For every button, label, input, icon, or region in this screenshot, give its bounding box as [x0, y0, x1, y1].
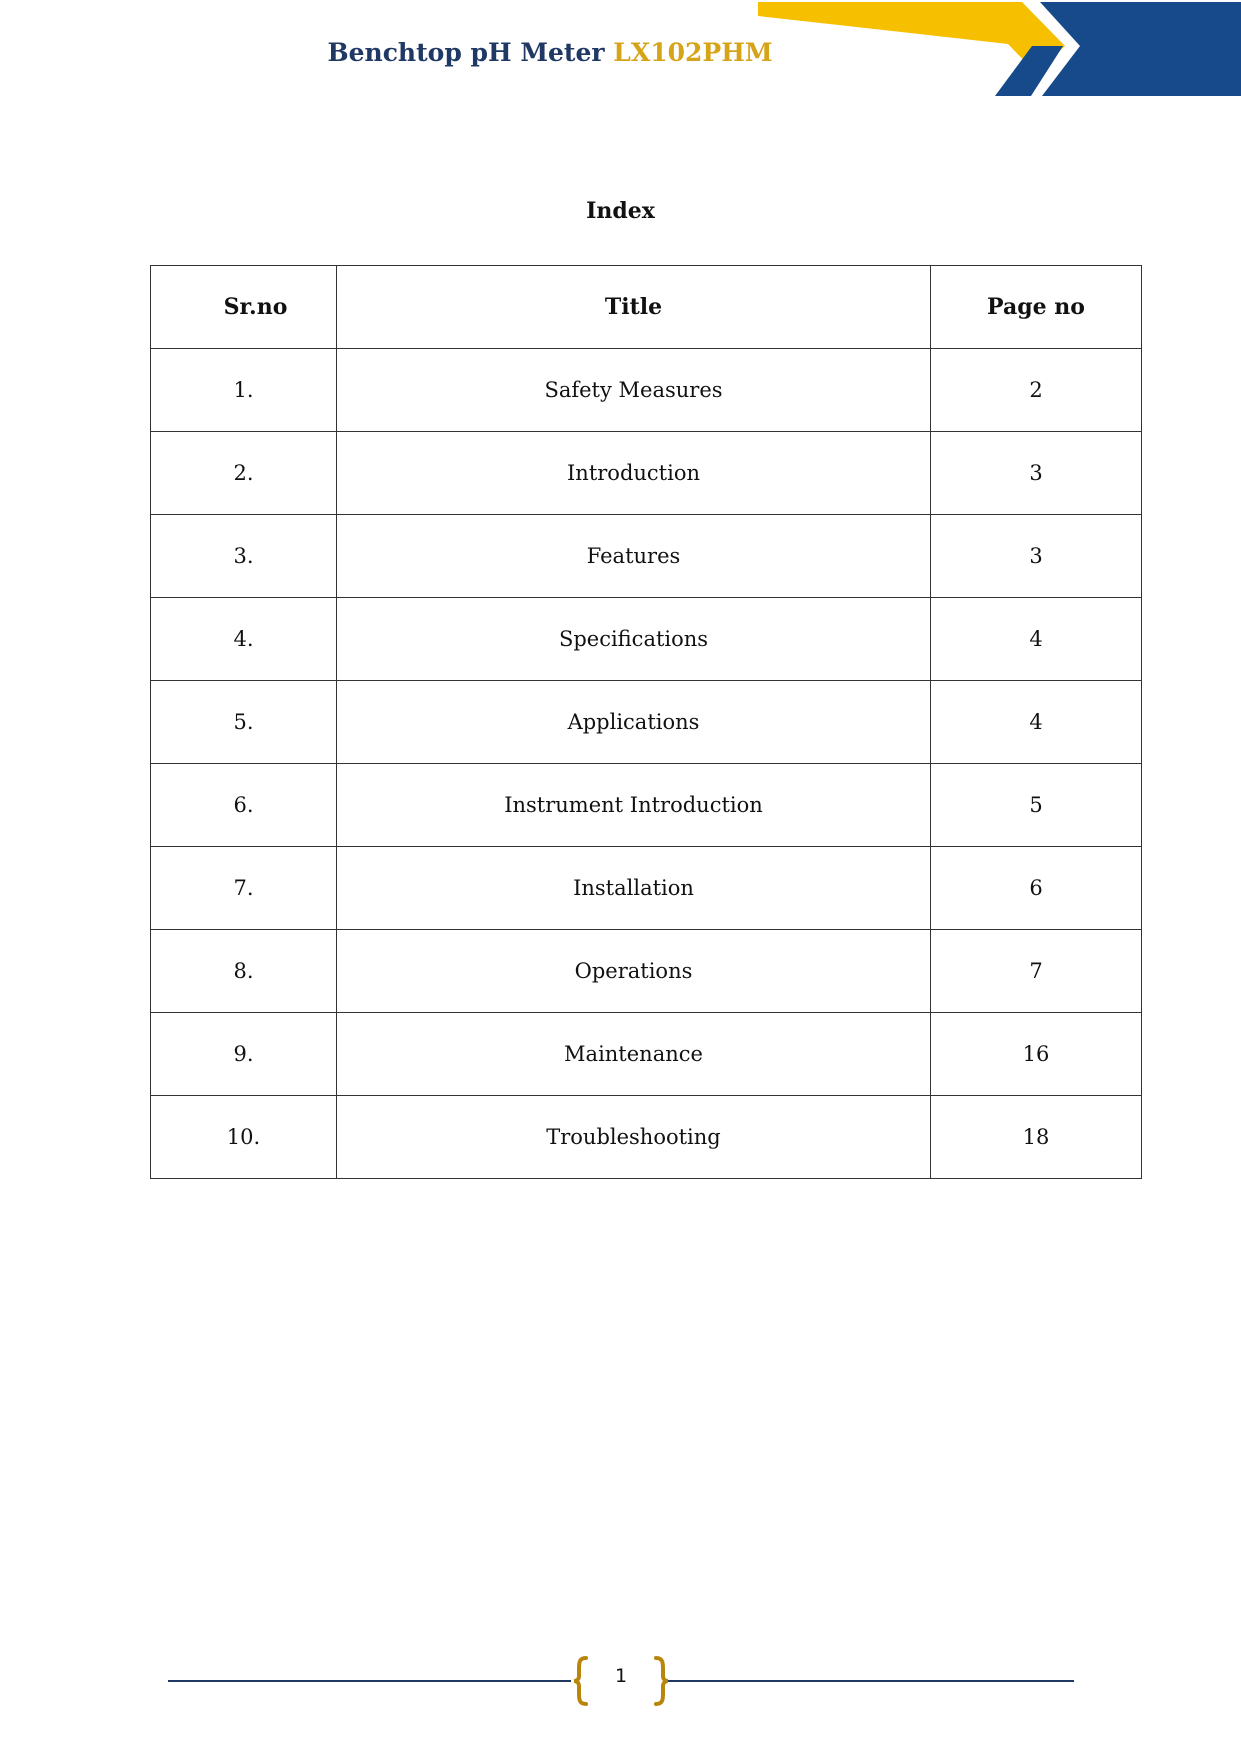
row-title: Safety Measures: [337, 349, 931, 432]
index-table: [150, 265, 1142, 1179]
row-sr-no: 3.: [151, 515, 337, 598]
row-title: Maintenance: [337, 1013, 931, 1096]
row-sr-no: 1.: [151, 349, 337, 432]
footer-right-brace-icon: [652, 1655, 672, 1707]
row-sr-no: 2.: [151, 432, 337, 515]
table-row: [151, 764, 1142, 847]
row-sr-no: 8.: [151, 930, 337, 1013]
row-page-no: 5: [931, 764, 1142, 847]
document-title-model: LX102PHM: [613, 38, 773, 67]
table-row: [151, 1013, 1142, 1096]
page-number: 1: [614, 1665, 628, 1687]
row-title: Troubleshooting: [337, 1096, 931, 1179]
row-title: Instrument Introduction: [337, 764, 931, 847]
row-sr-no: 6.: [151, 764, 337, 847]
row-page-no: 7: [931, 930, 1142, 1013]
row-sr-no: 7.: [151, 847, 337, 930]
table-row: [151, 432, 1142, 515]
index-heading: Index: [586, 198, 655, 224]
row-page-no: 4: [931, 681, 1142, 764]
row-sr-no: 10.: [151, 1096, 337, 1179]
table-row: [151, 847, 1142, 930]
row-page-no: 3: [931, 432, 1142, 515]
document-title: [0, 38, 1100, 67]
footer-rule-right: [667, 1680, 1074, 1682]
row-sr-no: 4.: [151, 598, 337, 681]
row-title: Installation: [337, 847, 931, 930]
column-header-page-no: Page no: [931, 266, 1142, 349]
table-row: [151, 681, 1142, 764]
row-title: Applications: [337, 681, 931, 764]
row-sr-no: 9.: [151, 1013, 337, 1096]
row-page-no: 18: [931, 1096, 1142, 1179]
row-page-no: 16: [931, 1013, 1142, 1096]
row-title: Features: [337, 515, 931, 598]
row-page-no: 2: [931, 349, 1142, 432]
footer-left-brace-icon: [570, 1655, 590, 1707]
row-page-no: 4: [931, 598, 1142, 681]
footer-rule-left: [168, 1680, 571, 1682]
row-title: Operations: [337, 930, 931, 1013]
row-title: Introduction: [337, 432, 931, 515]
table-row: [151, 1096, 1142, 1179]
table-row: [151, 349, 1142, 432]
row-sr-no: 5.: [151, 681, 337, 764]
row-page-no: 6: [931, 847, 1142, 930]
table-row: [151, 515, 1142, 598]
column-header-sr-no: Sr.no: [151, 266, 337, 349]
table-row: [151, 598, 1142, 681]
document-title-product: Benchtop pH Meter: [327, 38, 614, 67]
table-header-row: [151, 266, 1142, 349]
row-title: Specifications: [337, 598, 931, 681]
table-row: [151, 930, 1142, 1013]
row-page-no: 3: [931, 515, 1142, 598]
column-header-title: Title: [337, 266, 931, 349]
